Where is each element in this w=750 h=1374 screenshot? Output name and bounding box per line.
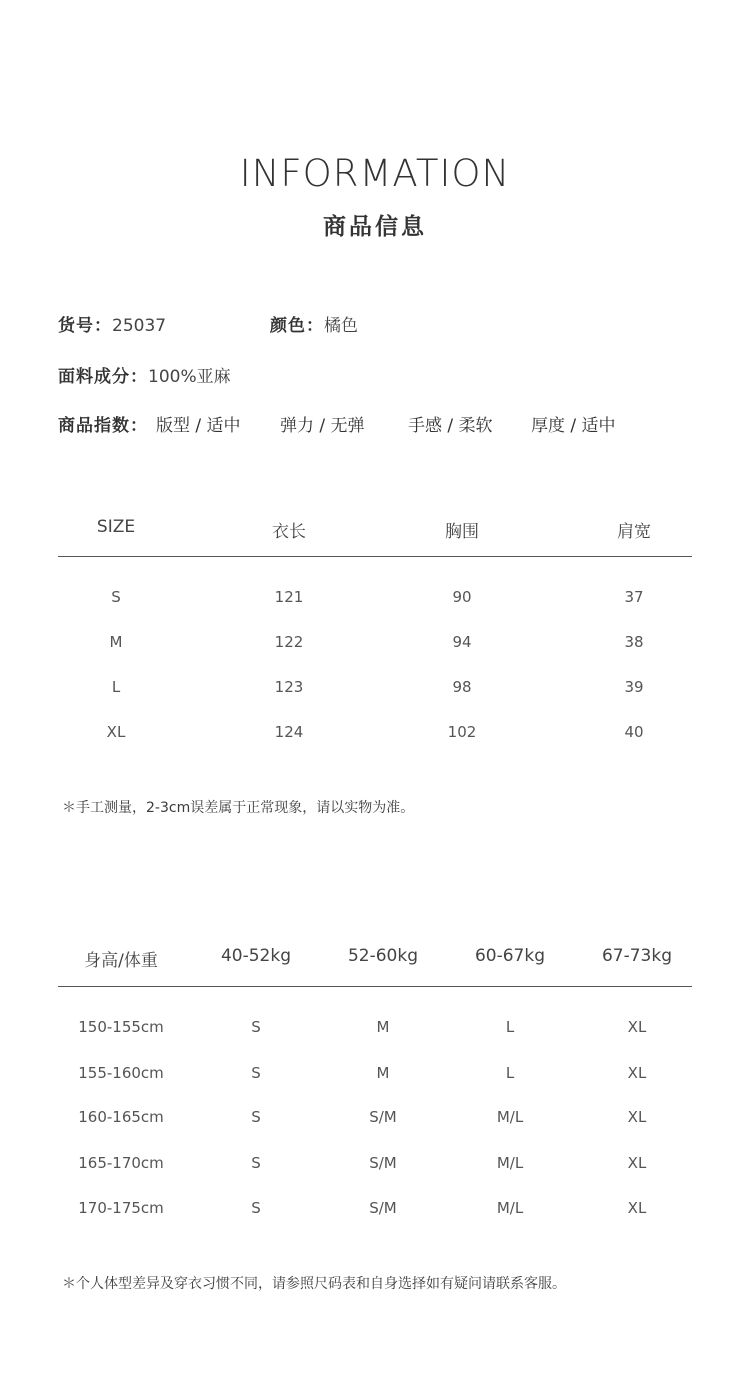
table-cell: 123 [274,678,304,696]
table-cell: 160-165cm [78,1108,164,1126]
index-label: 商品指数： [58,416,148,436]
table-cell: M [376,1018,390,1036]
index-feel: 手感 / 柔软 [408,416,493,436]
table-cell: S [251,1018,261,1036]
index-thickness: 厚度 / 适中 [531,416,616,436]
fit-header-weight-1: 40-52kg [220,946,292,966]
table-cell: 40 [624,723,644,741]
table-cell: L [505,1064,515,1082]
size-note: ＊手工测量，2-3cm误差属于正常现象，请以实物为准。 [62,800,415,816]
table-cell: 150-155cm [78,1018,164,1036]
table-cell: 102 [447,723,477,741]
table-cell: 122 [274,633,304,651]
size-table-divider [58,556,692,557]
table-cell: S [251,1108,261,1126]
page-title-cn: 商品信息 [323,214,427,240]
table-cell: M/L [496,1199,524,1217]
table-cell: S/M [369,1199,397,1217]
size-header-length: 衣长 [272,522,306,542]
table-cell: S [251,1199,261,1217]
sku-value: 25037 [112,316,167,336]
fabric-row [58,362,231,387]
table-cell: S [111,588,121,606]
table-cell: XL [627,1064,647,1082]
table-cell: M/L [496,1108,524,1126]
table-cell: M [109,633,123,651]
fabric-label: 面料成分： [58,367,148,387]
table-cell: M [376,1064,390,1082]
table-cell: XL [106,723,126,741]
table-cell: XL [627,1108,647,1126]
fit-note: ＊个人体型差异及穿衣习惯不同，请参照尺码表和自身选择如有疑问请联系客服。 [62,1276,566,1292]
table-cell: 38 [624,633,644,651]
fit-header-weight-3: 60-67kg [474,946,546,966]
index-label-row [58,411,148,436]
size-header-chest: 胸围 [445,522,479,542]
table-cell: L [505,1018,515,1036]
table-cell: 155-160cm [78,1064,164,1082]
table-cell: 124 [274,723,304,741]
table-cell: 121 [274,588,304,606]
fabric-value: 100%亚麻 [148,367,231,387]
sku-row [58,311,166,336]
size-header-size: SIZE [96,517,136,537]
table-cell: XL [627,1199,647,1217]
color-label: 颜色： [270,316,324,336]
table-cell: XL [627,1018,647,1036]
table-cell: 90 [452,588,472,606]
fit-header-height-weight: 身高/体重 [84,951,158,971]
page-title-en: INFORMATION [239,152,511,195]
index-elasticity: 弹力 / 无弹 [280,416,365,436]
color-row [270,311,358,336]
table-cell: S/M [369,1154,397,1172]
table-cell: S/M [369,1108,397,1126]
table-cell: 94 [452,633,472,651]
table-cell: 39 [624,678,644,696]
table-cell: 98 [452,678,472,696]
index-fit: 版型 / 适中 [156,416,241,436]
sku-label: 货号： [58,316,112,336]
table-cell: M/L [496,1154,524,1172]
fit-table-divider [58,986,692,987]
fit-header-weight-4: 67-73kg [601,946,673,966]
table-cell: S [251,1064,261,1082]
color-value: 橘色 [324,316,358,336]
table-cell: S [251,1154,261,1172]
table-cell: L [111,678,121,696]
table-cell: 170-175cm [78,1199,164,1217]
fit-header-weight-2: 52-60kg [347,946,419,966]
size-header-shoulder: 肩宽 [617,522,651,542]
table-cell: XL [627,1154,647,1172]
table-cell: 165-170cm [78,1154,164,1172]
table-cell: 37 [624,588,644,606]
